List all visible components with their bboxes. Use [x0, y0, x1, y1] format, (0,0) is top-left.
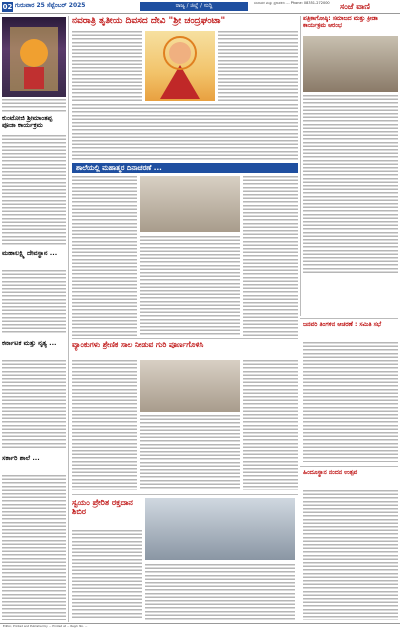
left-caption-lines	[2, 99, 66, 113]
middle-body-under	[140, 236, 240, 336]
imprint-footer: Editor, Printed and Published by ... Printed at ... Regd. No. ...	[0, 623, 400, 629]
left-3-headline: ಕರ್ನಾಟಕ ಮತ್ತು ನೃತ್ಯ ...	[2, 339, 57, 347]
lead-body-right	[218, 31, 298, 101]
left-2-headline: ಮಹಾಲಕ್ಷ್ಮಿ ದೇವಸ್ಥಾನ ...	[2, 249, 58, 257]
bottom-body-right	[145, 564, 295, 620]
right-top-photo	[303, 36, 398, 92]
right-top-headline: ಪತ್ರಿಕಾಗೋಷ್ಠಿ: ಸಮಾಜದ ಮತ್ತು ಕ್ರೀಡಾ ಕಾರ್ಯಕ್ರಮ ಆರಂಭ	[303, 15, 378, 29]
issue-date: ಗುರುವಾರ 25 ಸೆಪ್ಟೆಂಬರ್ 2025	[15, 2, 86, 9]
right-mid-headline: ಜನವರಿ ತಿಂಗಳಿನ ಆಚರಣೆ : ಸಮಿತಿ ಸಭೆ	[303, 321, 382, 328]
temple-deity-icon	[2, 17, 66, 97]
banner-body-left	[72, 360, 137, 490]
page-number: 02	[2, 3, 13, 11]
middle-photo	[140, 176, 240, 232]
lead-headline: ನವರಾತ್ರಿ ತೃತೀಯ ದಿವಸದ ದೇವಿ "ಶ್ರೀ ಚಂದ್ರಘಂಟಾ"	[72, 16, 226, 26]
right-low-headline: ಹಿಂದೂಸ್ಥಾನ ನಂದನ ಉತ್ಸವ	[303, 469, 358, 476]
bottom-rule	[72, 494, 298, 495]
banner-photo	[140, 360, 240, 412]
left-1-headline: ಕುಂಟೋಜಿ ಶ್ರೀಮಾಂತಪ್ಪ ಪೂಜಾ ಕಾರ್ಯಕ್ರಮ	[2, 114, 53, 130]
right-mid-body	[303, 342, 398, 462]
bottom-body-left	[72, 530, 142, 620]
left-1-body	[2, 135, 66, 245]
goddess-photo	[145, 31, 215, 101]
right-low-rule	[300, 466, 398, 467]
banner-body-right	[243, 360, 298, 490]
temple-photo	[2, 17, 66, 97]
contact-info: ಸಂಪಾದಕ ಮತ್ತು ಪ್ರಕಾಶಕರು ... Phone: 08351-272000	[254, 1, 330, 5]
right-mid-rule	[300, 318, 398, 319]
column-divider-right	[300, 16, 301, 316]
lead-body-bottom	[72, 104, 298, 160]
banner-rule	[72, 338, 298, 339]
section-label: ರಾಜ್ಯ / ಜಿಲ್ಲೆ / ಸುದ್ದಿ	[140, 2, 248, 11]
goddess-icon	[145, 31, 215, 101]
middle-bar: ಶಾಲೆಯಲ್ಲಿ ಮಹಾತ್ಮರ ದಿನಾಚರಣೆ ...	[72, 163, 298, 173]
paper-logo: ಸಂಜೆ ವಾಣಿ	[340, 1, 370, 11]
bottom-photo	[145, 498, 295, 560]
banner-body-under	[140, 415, 240, 490]
left-4-body	[2, 475, 66, 620]
middle-banner: ವ್ಯಾಂಕುಗಳು ಶ್ರೇಣಿಕ ಸಾಲ ನೀಡುವ ಗುರಿ ಪೂರ್ಣಗೊಳಿಸಿ	[72, 340, 204, 349]
lead-body-left	[72, 31, 142, 101]
column-divider	[68, 16, 69, 622]
right-top-body	[303, 95, 398, 275]
left-3-body	[2, 360, 66, 450]
middle-body-left	[72, 176, 137, 336]
right-low-body	[303, 490, 398, 620]
left-2-body	[2, 270, 66, 335]
bottom-headline: ಸ್ವಯಂ ಪ್ರೇರಿತ ರಕ್ತದಾನ ಶಿಬಿರ	[72, 498, 133, 517]
masthead	[0, 0, 400, 14]
middle-body-right	[243, 176, 298, 336]
left-4-headline: ಸರ್ಕಾರಿ ಶಾಲೆ ...	[2, 454, 40, 462]
